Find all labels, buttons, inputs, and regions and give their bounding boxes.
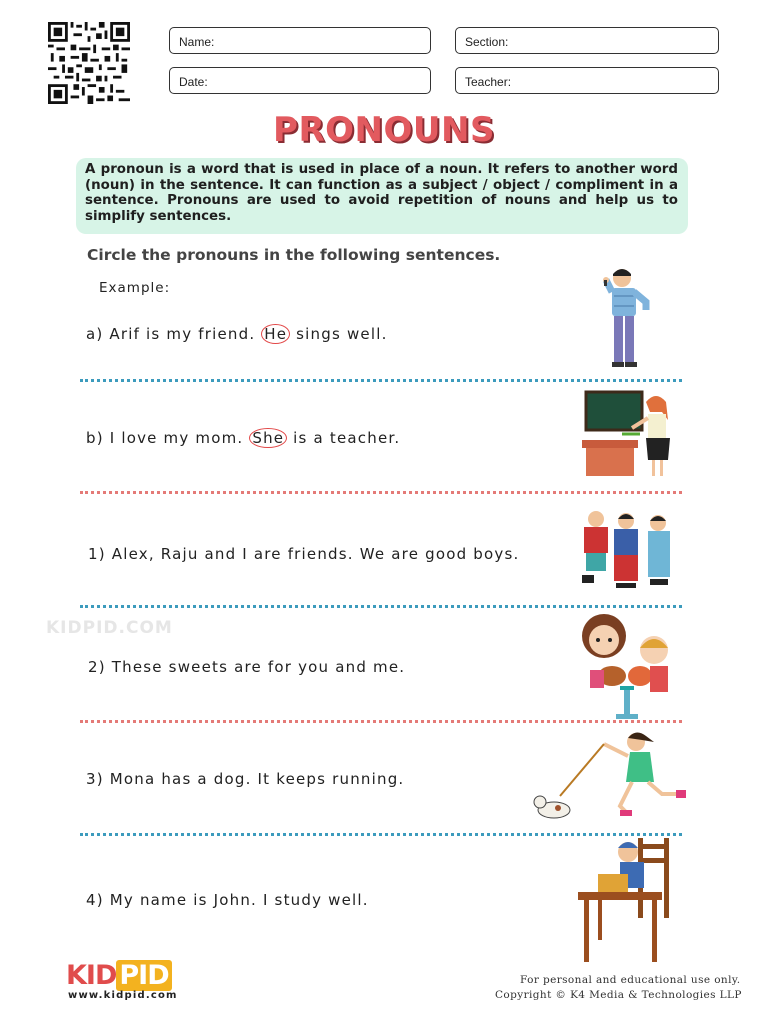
qr-code [46,22,132,104]
date-label: Date: [179,75,208,89]
name-field[interactable] [169,27,431,54]
kids-sweets-illustration [576,610,688,722]
divider [80,833,682,836]
teacher-field[interactable] [455,67,719,94]
teacher-label: Teacher: [465,75,512,89]
divider [80,605,682,608]
sentence-b-before: b) I love my mom. [86,429,250,447]
divider [80,491,682,494]
girl-dog-illustration [532,730,688,830]
section-field[interactable] [455,27,719,54]
sentence-4[interactable]: 4) My name is John. I study well. [86,891,369,909]
logo-kid: KID [66,960,117,991]
definition-box: A pronoun is a word that is used in place of a noun. It refers to another word (noun) in the sentence. It can function as a subject / object / compliment in a sentence. Pronouns are used to avoid repetition of nouns and help us to simplify sentences. [76,158,688,234]
teacher-illustration [582,390,682,480]
footer-usage: For personal and educational use only. [520,974,741,986]
sentence-b-after: is a teacher. [287,429,401,447]
watermark: KIDPID.COM [46,618,173,638]
boy-study-illustration [578,838,672,964]
website-url: www.kidpid.com [68,990,178,1001]
footer-copyright: Copyright © K4 Media & Technologies LLP [495,989,742,1001]
sentence-b [86,429,400,447]
section-label: Section: [465,35,509,49]
divider [80,379,682,382]
page-title: PRONOUNS [273,110,495,150]
sentence-a-after: sings well. [290,325,388,343]
sentence-a [86,325,388,343]
date-field[interactable] [169,67,431,94]
logo-pid: PID [116,960,171,991]
singer-illustration [600,266,656,370]
sentence-2[interactable]: 2) These sweets are for you and me. [88,658,406,676]
sentence-1[interactable]: 1) Alex, Raju and I are friends. We are good boys. [88,545,520,563]
sentence-a-before: a) Arif is my friend. [86,325,262,343]
sentence-3[interactable]: 3) Mona has a dog. It keeps running. [86,770,405,788]
example-label: Example: [99,280,171,296]
name-label: Name: [179,35,215,49]
instruction: Circle the pronouns in the following sentences. [87,246,501,264]
kidpid-logo [66,960,172,991]
friends-illustration [576,507,680,589]
circled-pronoun[interactable]: She [249,428,287,448]
circled-pronoun[interactable]: He [261,324,290,344]
